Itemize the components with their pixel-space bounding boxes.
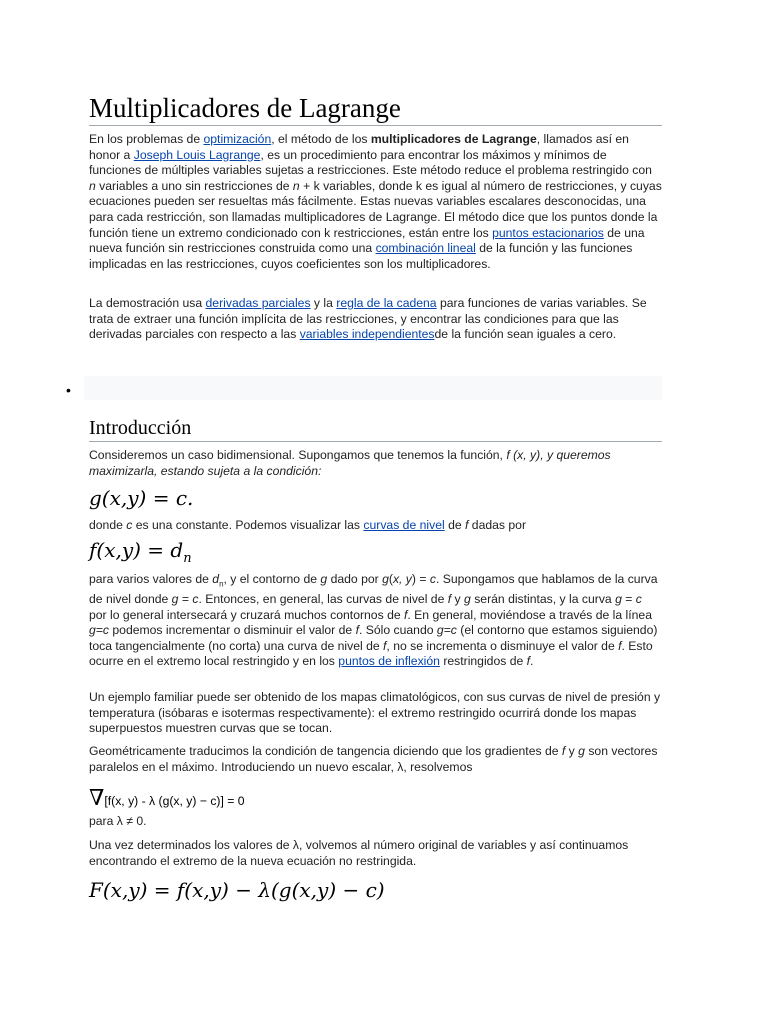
equation-gradient: ∇[f(x, y) - λ (g(x, y) − c)] = 0 [89, 786, 245, 811]
bold-term: multiplicadores de Lagrange [370, 132, 537, 146]
link-optimizacion[interactable]: optimización [203, 132, 272, 146]
link-puntos-estacionarios[interactable]: puntos estacionarios [492, 225, 604, 240]
intro-section-paragraph-1: Consideremos un caso bidimensional. Supongamos que tenemos la función, f (x, y), y queremos maximizarla, estando sujeta a la condición: [89, 448, 611, 478]
intro-section-paragraph-2: donde c es una constante. Podemos visualizar las curvas de nivel de f dadas por [89, 518, 527, 532]
section-heading-introduccion: Introducción [89, 416, 662, 442]
intro-section-paragraph-4: Un ejemplo familiar puede ser obtenido de los mapas climatológicos, con sus curvas de nivel de presión y temperatura (isóbaras e isotermas respectivamente): el extremo restringido ocurrirá donde los mapas superpuestos muestren curvas que se tocan. [89, 690, 661, 736]
link-variables-independientes[interactable]: variables independientes [299, 327, 435, 342]
intro-section-paragraph-6: para λ ≠ 0. [89, 814, 147, 828]
nabla-symbol: ∇ [89, 786, 105, 811]
link-puntos-inflexion[interactable]: puntos de inflexión [338, 654, 440, 669]
list-bullet: • [66, 382, 71, 398]
link-combinacion-lineal[interactable]: combinación lineal [375, 241, 476, 256]
link-lagrange[interactable]: Joseph Louis Lagrange [133, 147, 261, 162]
equation-level-curves: $f(x,y) = d_n$ [89, 538, 192, 566]
intro-paragraph-1: En los problemas de optimización, el método de los multiplicadores de Lagrange, llamados así en honor a Joseph Louis Lagrange, es un procedimiento para encontrar los máximos y mínimos de funciones de múltiples variables sujetas a restricciones. Este método reduce el problema restringido con n variables a uno sin restricciones de n + k variables, donde k es igual al número de restricciones, y cuyas ecuaciones pueden ser resueltas más fácilmente. Estas nuevas variables escalares desconocidas, una para cada restricción, son llamadas multiplicadores de Lagrange. El método dice que los puntos donde la función tiene un extremo condicionado con k restricciones, están entre los puntos estacionarios de una nueva función sin restricciones construida como una combinación lineal de la función y las funciones implicadas en las restricciones, cuyos coeficientes son los multiplicadores. [89, 132, 662, 271]
equation-constraint: g(x,y) = c. [89, 486, 194, 510]
intro-section-paragraph-7: Una vez determinados los valores de λ, volvemos al número original de variables y así continuamos encontrando el extremo de la nueva ecuación no restringida. [89, 838, 629, 868]
link-derivadas-parciales[interactable]: derivadas parciales [205, 296, 311, 310]
page-title: Multiplicadores de Lagrange [89, 92, 662, 126]
equation-lagrangian: F(x,y) = f(x,y) − λ(g(x,y) − c) [89, 878, 385, 902]
intro-section-paragraph-3: para varios valores de $d_n$, y el contorno de g dado por g(x, y) = c. Supongamos que hablamos de la curva de nivel donde g = c. Entonces, en general, las curvas de nivel de f y g serán distintas, y la curva g = c por lo general intersecará y cruzará muchos contornos de f. En general, moviéndose a través de la línea g=c podemos incrementar o disminuir el valor de f. Sólo cuando g=c (el contorno que estamos siguiendo) toca tangencialmente (no corta) una curva de nivel de f, no se incrementa o disminuye el valor de f. Esto ocurre en el extremo local restringido y en los puntos de inflexión restringidos de f. [89, 572, 658, 669]
intro-paragraph-2: La demostración usa derivadas parciales y la regla de la cadena para funciones de varias variables. Se trata de extraer una función implícita de las restricciones, y encontrar las condiciones para que las derivadas parciales con respecto a las variables independientesde la función sean iguales a cero. [89, 296, 647, 342]
link-regla-cadena[interactable]: regla de la cadena [336, 296, 437, 310]
intro-section-paragraph-5: Geométricamente traducimos la condición de tangencia diciendo que los gradientes de f y g son vectores paralelos en el máximo. Introduciendo un nuevo escalar, λ, resolvemos [89, 744, 658, 774]
link-curvas-de-nivel[interactable]: curvas de nivel [363, 518, 445, 532]
toc-band [84, 376, 662, 400]
